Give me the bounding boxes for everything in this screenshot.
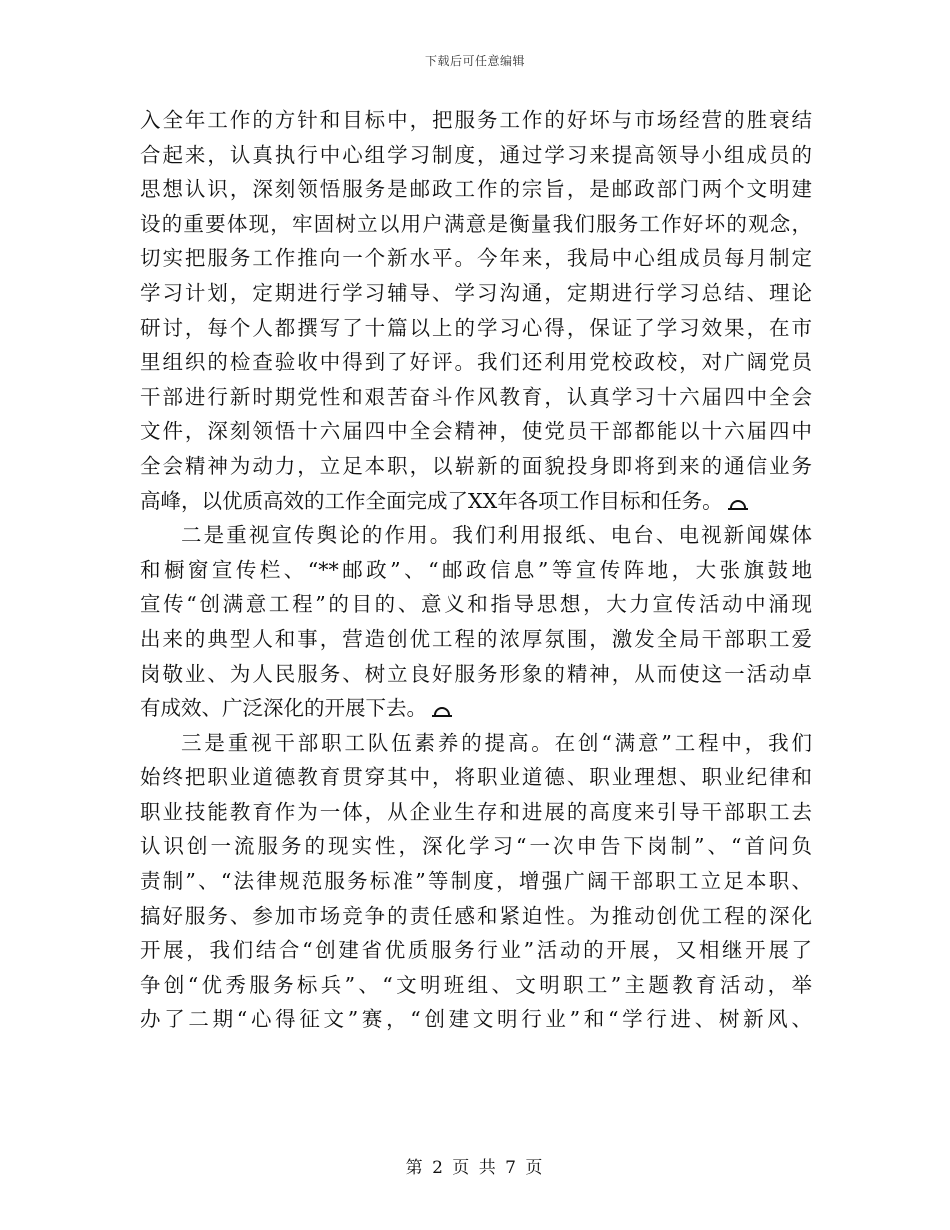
body-line-3: 思想认识，深刻领悟服务是邮政工作的宗旨，是邮政部门两个文明建 — [140, 177, 812, 202]
body-line-27: 办了二期“心得征文”赛，“创建文明行业”和“学行进、树新风、 — [140, 1007, 812, 1032]
body-line-26: 争创“优秀服务标兵”、“文明班组、文明职工”主题教育活动，举 — [140, 972, 812, 997]
body-line-6: 学习计划，定期进行学习辅导、学习沟通，定期进行学习总结、理论 — [140, 280, 812, 305]
body-line-18 — [140, 691, 812, 726]
body-line-19: 三是重视干部职工队伍素养的提高。在创“满意”工程中，我们 — [181, 730, 812, 755]
body-line-12 — [140, 484, 812, 519]
body-line-22: 认识创一流服务的现实性，深化学习“一次申告下岗制”、“首问负 — [140, 834, 812, 859]
body-line-10: 文件，深刻领悟十六届四中全会精神，使党员干部都能以十六届四中 — [140, 419, 812, 444]
paragraph-mark-icon — [431, 707, 453, 717]
body-line-23: 责制”、“法律规范服务标准”等制度，增强广阔干部职工立足本职、 — [140, 869, 812, 894]
body-line-1: 入全年工作的方针和目标中，把服务工作的好坏与市场经营的胜衰结 — [140, 108, 812, 132]
body-line-18-text: 有成效、广泛深化的开展下去。 — [140, 696, 427, 721]
document-body — [140, 103, 812, 1037]
body-line-4: 设的重要体现，牢固树立以用户满意是衡量我们服务工作好坏的观念， — [140, 211, 812, 236]
body-line-5: 切实把服务工作推向一个新水平。今年来，我局中心组成员每月制定 — [140, 246, 812, 271]
body-line-20: 始终把职业道德教育贯穿其中，将职业道德、职业理想、职业纪律和 — [140, 765, 812, 790]
body-line-21: 职业技能教育作为一体，从企业生存和进展的高度来引导干部职工去 — [140, 799, 812, 824]
body-line-8: 里组织的检查验收中得到了好评。我们还利用党校政校，对广阔党员 — [140, 350, 812, 375]
body-line-11: 全会精神为动力，立足本职，以崭新的面貌投身即将到来的通信业务 — [140, 453, 812, 478]
body-line-25: 开展，我们结合“创建省优质服务行业”活动的开展，又相继开展了 — [140, 938, 812, 963]
body-line-7: 研讨，每个人都撰写了十篇以上的学习心得，保证了学习效果，在市 — [140, 315, 812, 340]
body-line-14: 和橱窗宣传栏、“**邮政”、“邮政信息”等宣传阵地，大张旗鼓地 — [140, 557, 812, 582]
body-line-2: 合起来，认真执行中心组学习制度，通过学习来提高领导小组成员的 — [140, 142, 812, 167]
body-line-15: 宣传“创满意工程”的目的、意义和指导思想，大力宣传活动中涌现 — [140, 592, 812, 617]
paragraph-mark-icon — [727, 500, 749, 510]
body-line-13: 二是重视宣传舆论的作用。我们利用报纸、电台、电视新闻媒体 — [181, 523, 812, 548]
page-header: 下载后可任意编辑 — [424, 54, 525, 68]
page-number-footer: 第 2 页 共 7 页 — [405, 1158, 545, 1178]
body-line-9: 干部进行新时期党性和艰苦奋斗作风教育，认真学习十六届四中全会 — [140, 384, 812, 409]
body-line-17: 岗敬业、为人民服务、树立良好服务形象的精神，从而使这一活动卓 — [140, 661, 812, 686]
body-line-16: 出来的典型人和事，营造创优工程的浓厚氛围，激发全局干部职工爱 — [140, 626, 812, 651]
body-line-12-text: 高峰，以优质高效的工作全面完成了XX年各项工作目标和任务。 — [140, 488, 723, 513]
body-line-24: 搞好服务、参加市场竞争的责任感和紧迫性。为推动创优工程的深化 — [140, 903, 812, 928]
